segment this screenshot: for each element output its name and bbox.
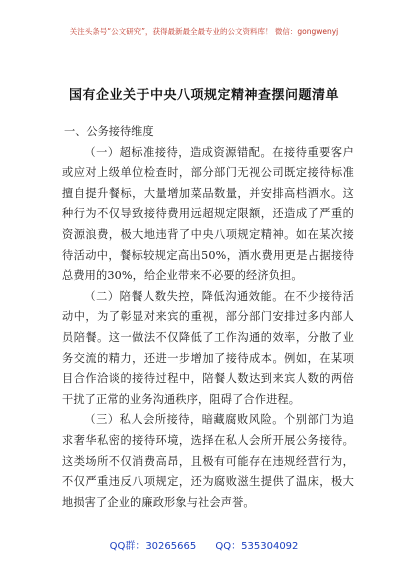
paragraph-1: （一）超标准接待，造成资源错配。在接待重要客户或应对上级单位检查时，部分部门无视公司既定接待标准擅自提升餐标，大量增加菜品数量，并安排高档酒水。这种行为不仅导致接待费用远超规定限额，还造成了严重的资源浪费，极大地违背了中央八项规定精神。如在某次接待活动中，餐标较规定高出50%，酒水费用更是占据接待总费用的30%，给企业带来不必要的经济负担。 (62, 145, 354, 283)
document-body (62, 122, 354, 513)
paragraph-3: （三）私人会所接待，暗藏腐败风险。个别部门为追求奢华私密的接待环境，选择在私人会所开展公务接待。这类场所不仅消费高昂，且极有可能存在违规经营行为，不仅严重违反八项规定，还为腐败滋生提供了温床，极大地损害了企业的廉政形象与社会声誉。 (62, 413, 354, 509)
header-notice: 关注头条号“公文研究”，获得最新最全最专业的公文资料库！ 微信：gongwenyj (69, 27, 339, 36)
paragraph-2: （二）陪餐人数失控，降低沟通效能。在不少接待活动中，为了彰显对来宾的重视，部分部门安排过多内部人员陪餐。这一做法不仅降低了工作沟通的效率，分散了业务交流的精力，还进一步增加了接待成本。例如，在某项目合作洽谈的接待过程中，陪餐人数达到来宾人数的两倍干扰了正常的业务沟通秩序，阻碍了合作进程。 (62, 289, 354, 406)
section-heading: 一、公务接待维度 (64, 125, 154, 138)
document-title: 国有企业关于中央八项规定精神查摆问题清单 (68, 88, 339, 103)
footer-qq: QQ：535304092 (215, 541, 299, 552)
footer-contact (0, 537, 408, 552)
footer-qq-group: QQ群：30265665 (109, 541, 197, 552)
